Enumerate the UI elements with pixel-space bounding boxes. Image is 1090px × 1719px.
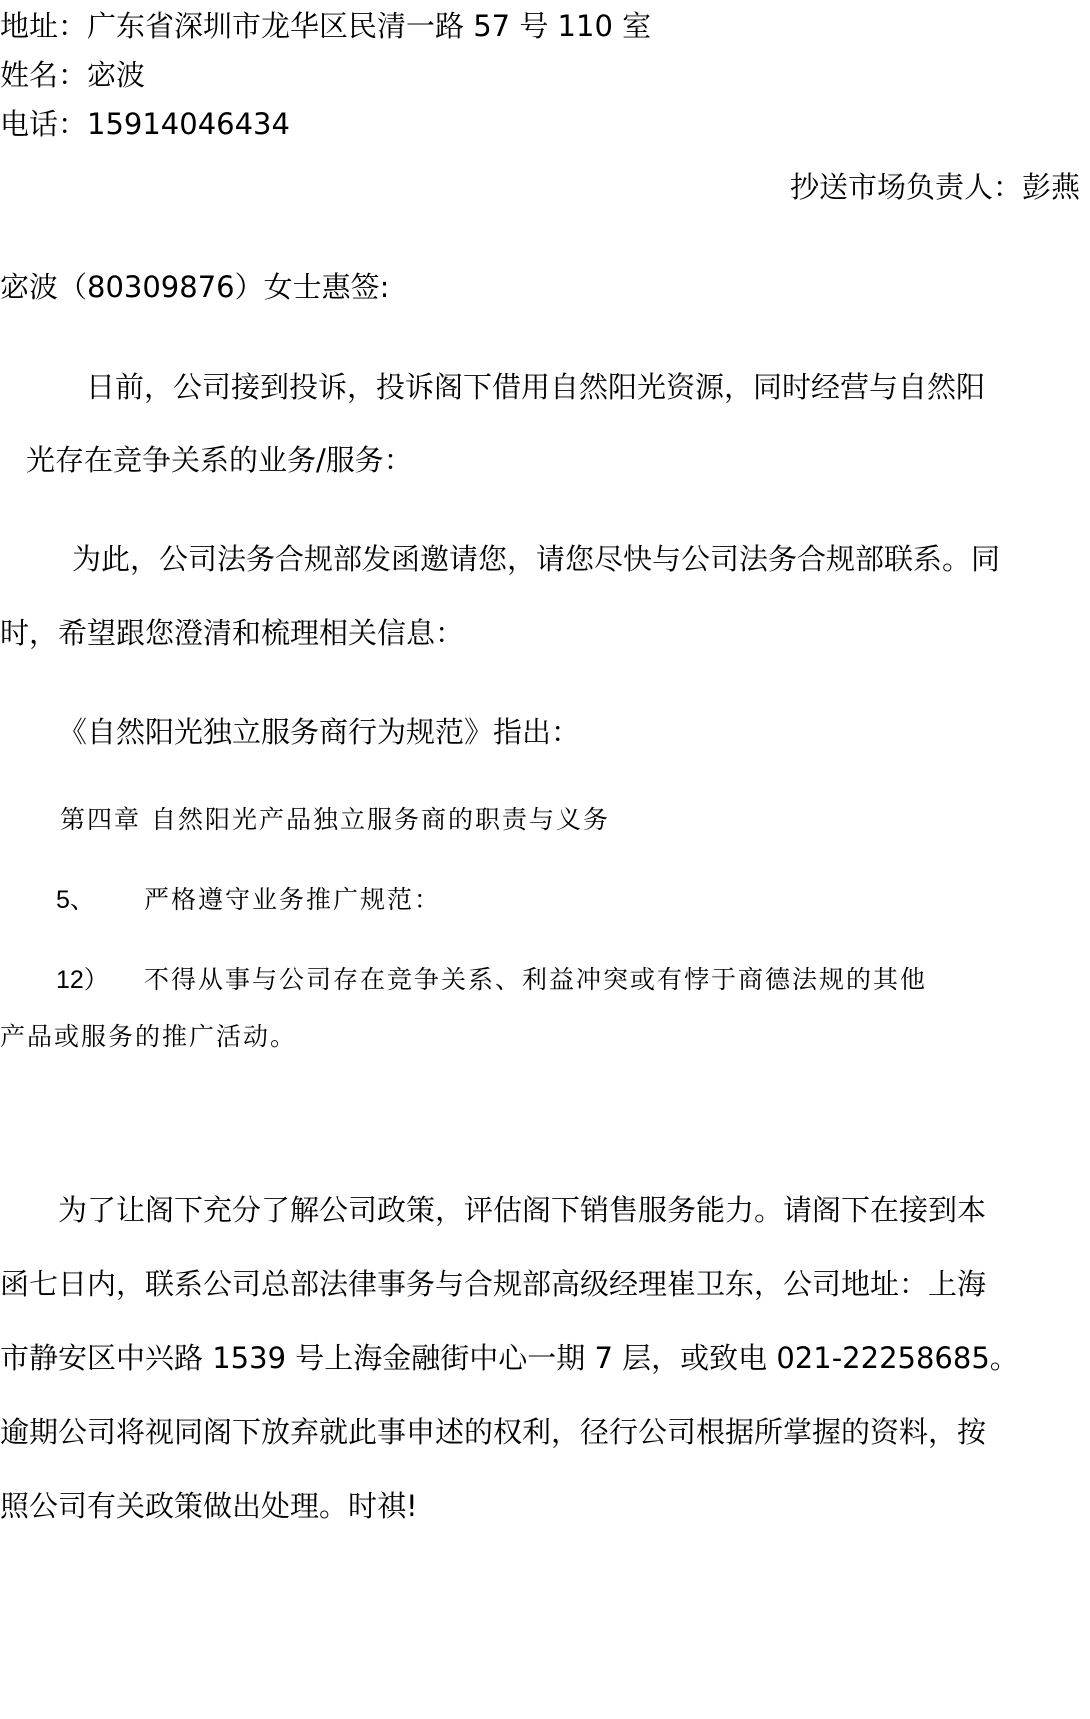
- name-line: 姓名：宓波: [0, 58, 146, 92]
- salutation: 宓波（80309876）女士惠签:: [0, 270, 390, 304]
- cc-line: 抄送市场负责人：彭燕: [789, 170, 1080, 204]
- address-line: 地址：广东省深圳市龙华区民清一路 57 号 110 室: [0, 9, 652, 43]
- paragraph-1-line-1: 日前，公司接到投诉，投诉阁下借用自然阳光资源，同时经营与自然阳: [86, 370, 986, 404]
- paragraph-3-line-1: 为了让阁下充分了解公司政策，评估阁下销售服务能力。请阁下在接到本: [58, 1193, 987, 1227]
- item-text: 严格遵守业务推广规范：: [144, 885, 442, 914]
- regulation-sub-item-12: [56, 960, 927, 1000]
- sub-item-text: 不得从事与公司存在竞争关系、利益冲突或有悖于商德法规的其他: [144, 965, 928, 994]
- item-number: 5、: [56, 886, 95, 914]
- regulation-title: 《自然阳光独立服务商行为规范》指出：: [58, 715, 581, 749]
- paragraph-2-line-1: 为此，公司法务合规部发函邀请您，请您尽快与公司法务合规部联系。同: [72, 542, 1001, 576]
- regulation-chapter: 第四章 自然阳光产品独立服务商的职责与义务: [60, 805, 610, 834]
- paragraph-3-line-4: 逾期公司将视同阁下放弃就此事申述的权利，径行公司根据所掌握的资料，按: [0, 1415, 987, 1449]
- paragraph-3-line-2: 函七日内，联系公司总部法律事务与合规部高级经理崔卫东，公司地址：上海: [0, 1267, 987, 1301]
- regulation-item-5: [56, 880, 441, 920]
- sub-item-number: 12）: [56, 966, 109, 994]
- paragraph-3-line-3: 市静安区中兴路 1539 号上海金融街中心一期 7 层，或致电 021-22258685。: [0, 1341, 1019, 1375]
- phone-line: 电话：15914046434: [0, 107, 290, 141]
- regulation-sub-item-12-cont: 产品或服务的推广活动。: [0, 1022, 298, 1051]
- paragraph-3-line-5: 照公司有关政策做出处理。时祺!: [0, 1489, 418, 1523]
- paragraph-2-line-2: 时，希望跟您澄清和梳理相关信息：: [0, 616, 465, 650]
- paragraph-1-line-2: 光存在竞争关系的业务/服务：: [26, 443, 413, 477]
